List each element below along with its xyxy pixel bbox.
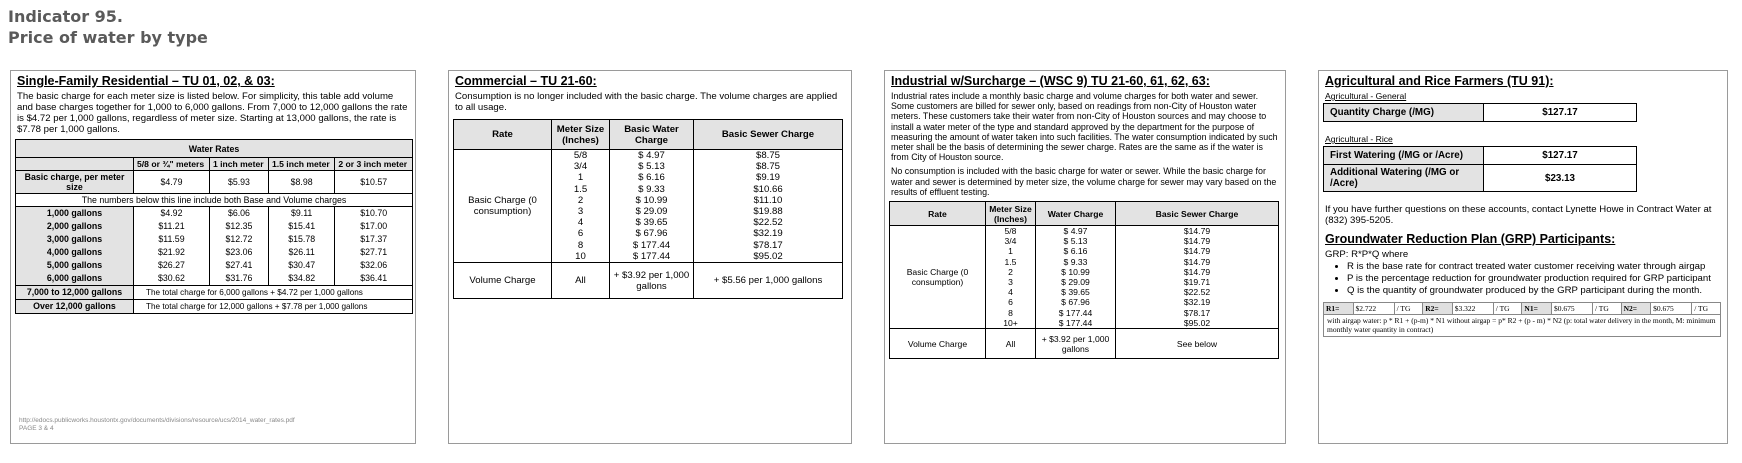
volume-charge-label: Volume Charge	[454, 263, 552, 299]
meter-size: 3	[986, 277, 1036, 287]
indicator-number: Indicator 95.	[8, 7, 124, 26]
indicator-title: Price of water by type	[8, 28, 208, 47]
rate-value: $17.00	[335, 220, 413, 233]
col-sewer-charge: Basic Sewer Charge	[1116, 202, 1279, 226]
gallons-range-text: The total charge for 12,000 gallons + $7.78 per 1,000 gallons	[134, 300, 413, 314]
commercial-table	[453, 119, 843, 299]
residential-panel	[10, 70, 416, 444]
col-rate: Rate	[890, 202, 986, 226]
sewer-charge: $22.52	[1116, 287, 1279, 297]
water-charge: $ 39.65	[1036, 287, 1116, 297]
gallons-label: 2,000 gallons	[16, 220, 134, 233]
sewer-charge: $95.02	[694, 251, 843, 263]
col-58-meter: 5/8 or ¾" meters	[134, 158, 210, 171]
rate-value: $17.37	[335, 233, 413, 246]
rate-value: $11.59	[134, 233, 210, 246]
sewer-charge: $78.17	[1116, 308, 1279, 318]
grp-rate-label: R2=	[1423, 303, 1453, 315]
water-charge: $ 5.13	[610, 161, 694, 172]
table-row	[16, 207, 413, 221]
water-charge: $ 9.33	[1036, 257, 1116, 267]
commercial-title: Commercial – TU 21-60:	[455, 74, 597, 88]
sewer-charge: $78.17	[694, 240, 843, 251]
basic-charge-label: Basic charge, per meter size	[16, 171, 134, 194]
source-citation	[19, 417, 295, 433]
grp-bullet: • R is the base rate for contract treated water customer receiving water through airgap	[1347, 261, 1719, 272]
quantity-charge-value: $127.17	[1484, 104, 1637, 122]
col-meter-size: Meter Size (Inches)	[986, 202, 1036, 226]
water-charge: $ 29.09	[610, 206, 694, 217]
rate-value: $26.27	[134, 259, 210, 272]
grp-rate-value: $0.675	[1651, 303, 1692, 315]
residential-description: The basic charge for each meter size is listed below. For simplicity, this table add volume and base charges together for 1,000 to 6,000 gallons. From 7,000 to 12,000 gallons the rate is $4.72 per 1,000 gallons, regardless of meter size. Starting at 13,000 gallons, the rate is $7.78 per 1,000 gallons.	[17, 91, 408, 135]
meter-size: 1	[986, 246, 1036, 256]
sewer-charge: $14.79	[1116, 246, 1279, 256]
meter-size: 8	[986, 308, 1036, 318]
meter-size: 2	[552, 195, 610, 206]
volume-water-charge: + $3.92 per 1,000 gallons	[610, 263, 694, 299]
volume-charge-label: Volume Charge	[890, 329, 986, 359]
grp-rate-value: $0.675	[1551, 303, 1592, 315]
water-charge: $ 4.97	[1036, 226, 1116, 237]
agricultural-title: Agricultural and Rice Farmers (TU 91):	[1325, 74, 1554, 88]
commercial-description: Consumption is no longer included with the basic charge. The volume charges are applied to all usage.	[455, 91, 838, 113]
grp-rate-label: N2=	[1621, 303, 1651, 315]
sewer-charge: $19.88	[694, 206, 843, 217]
rate-value: $12.72	[209, 233, 268, 246]
table-row	[16, 300, 413, 314]
rate-value: $9.11	[268, 207, 334, 221]
water-charge: $ 10.99	[610, 195, 694, 206]
volume-meter-all: All	[986, 329, 1036, 359]
first-watering-label: First Watering (/MG or /Acre)	[1324, 147, 1484, 165]
sewer-charge: $8.75	[694, 150, 843, 162]
rate-value: $11.21	[134, 220, 210, 233]
water-charge: $ 5.13	[1036, 236, 1116, 246]
col-water-charge: Water Charge	[1036, 202, 1116, 226]
rate-value: $15.41	[268, 220, 334, 233]
table-row	[890, 226, 1279, 237]
meter-size: 3/4	[552, 161, 610, 172]
volume-sewer-charge: See below	[1116, 329, 1279, 359]
col-15in-meter: 1.5 inch meter	[268, 158, 334, 171]
rate-value: $12.35	[209, 220, 268, 233]
meter-size: 6	[986, 297, 1036, 307]
meter-size: 1.5	[986, 257, 1036, 267]
rate-value: $23.06	[209, 246, 268, 259]
volume-water-charge: + $3.92 per 1,000 gallons	[1036, 329, 1116, 359]
agri-rice-label: Agricultural - Rice	[1325, 134, 1393, 144]
table-row	[16, 220, 413, 233]
gallons-label: 3,000 gallons	[16, 233, 134, 246]
grp-title: Groundwater Reduction Plan (GRP) Participants:	[1325, 232, 1616, 246]
grp-bullet: • Q is the quantity of groundwater produced by the GRP participant during the month.	[1347, 285, 1719, 296]
agri-general-table	[1323, 103, 1637, 122]
grp-rate-value: / TG	[1692, 303, 1721, 315]
meter-size: 5/8	[552, 150, 610, 162]
sewer-charge: $14.79	[1116, 267, 1279, 277]
sewer-charge: $19.71	[1116, 277, 1279, 287]
basic-charge-value: $4.79	[134, 171, 210, 194]
rate-value: $21.92	[134, 246, 210, 259]
table-row	[16, 286, 413, 300]
sewer-charge: $11.10	[694, 195, 843, 206]
sewer-charge: $95.02	[1116, 318, 1279, 329]
gallons-range-text: The total charge for 6,000 gallons + $4.72 per 1,000 gallons	[134, 286, 413, 300]
volume-sewer-charge: + $5.56 per 1,000 gallons	[694, 263, 843, 299]
industrial-table	[889, 201, 1279, 359]
rate-value: $27.71	[335, 246, 413, 259]
volume-note: The numbers below this line include both Base and Volume charges	[16, 194, 413, 207]
meter-size: 10+	[986, 318, 1036, 329]
grp-rate-value: $3.322	[1452, 303, 1493, 315]
rate-value: $36.41	[335, 272, 413, 286]
gallons-range-label: Over 12,000 gallons	[16, 300, 134, 314]
rate-value: $10.70	[335, 207, 413, 221]
meter-size: 8	[552, 240, 610, 251]
col-1in-meter: 1 inch meter	[209, 158, 268, 171]
rate-value: $27.41	[209, 259, 268, 272]
water-charge: $ 29.09	[1036, 277, 1116, 287]
water-charge: $ 67.96	[1036, 297, 1116, 307]
rate-value: $4.92	[134, 207, 210, 221]
meter-size: 1	[552, 172, 610, 183]
meter-size: 4	[986, 287, 1036, 297]
rate-value: $30.62	[134, 272, 210, 286]
rate-value: $30.47	[268, 259, 334, 272]
agri-rice-table	[1323, 146, 1637, 192]
water-charge: $ 177.44	[610, 240, 694, 251]
grp-definitions	[1347, 261, 1719, 296]
col-meter-size: Meter Size (Inches)	[552, 120, 610, 150]
gallons-range-label: 7,000 to 12,000 gallons	[16, 286, 134, 300]
quantity-charge-label: Quantity Charge (/MG)	[1324, 104, 1484, 122]
source-url[interactable]: http://edocs.publicworks.houstontx.gov/documents/divisions/resource/ucs/2014_water_rates.pdf	[19, 417, 295, 424]
residential-rates-table	[15, 139, 413, 314]
sewer-charge: $10.66	[694, 184, 843, 195]
grp-rate-label: N1=	[1522, 303, 1552, 315]
water-charge: $ 177.44	[610, 251, 694, 263]
col-2-3in-meter: 2 or 3 inch meter	[335, 158, 413, 171]
basic-charge-label: Basic Charge (0 consumption)	[454, 150, 552, 263]
rate-value: $6.06	[209, 207, 268, 221]
table-row	[16, 233, 413, 246]
col-sewer-charge: Basic Sewer Charge	[694, 120, 843, 150]
first-watering-value: $127.17	[1484, 147, 1637, 165]
rate-value: $26.11	[268, 246, 334, 259]
sewer-charge: $14.79	[1116, 236, 1279, 246]
additional-watering-label: Additional Watering (/MG or /Acre)	[1324, 165, 1484, 192]
source-pages: PAGE 3 & 4	[19, 425, 54, 432]
rate-value: $34.82	[268, 272, 334, 286]
agri-general-label: Agricultural - General	[1325, 91, 1407, 101]
grp-rate-label: R1=	[1324, 303, 1354, 315]
grp-formula-note: with airgap water: p * R1 + (p-m) * N1 without airgap = p* R2 + (p - m) * N2 (p: total water delivery in the month, M: minimum monthly water quantity in contract)	[1324, 315, 1721, 337]
meter-size: 1.5	[552, 184, 610, 195]
water-charge: $ 9.33	[610, 184, 694, 195]
header-blank	[16, 158, 134, 171]
meter-size: 4	[552, 217, 610, 228]
gallons-label: 4,000 gallons	[16, 246, 134, 259]
table-row	[454, 150, 843, 162]
grp-rate-value: / TG	[1592, 303, 1621, 315]
sewer-charge: $14.79	[1116, 226, 1279, 237]
volume-meter-all: All	[552, 263, 610, 299]
gallons-label: 6,000 gallons	[16, 272, 134, 286]
water-rates-title: Water Rates	[16, 140, 413, 158]
grp-rate-table	[1323, 302, 1721, 337]
water-charge: $ 177.44	[1036, 318, 1116, 329]
water-charge: $ 177.44	[1036, 308, 1116, 318]
rate-value: $15.78	[268, 233, 334, 246]
grp-rate-value: / TG	[1493, 303, 1522, 315]
industrial-description: Industrial rates include a monthly basic charge and volume charges for both water and sewer. Some customers are billed for sewer only, based on readings from non-City of Houston water meters. These customers take their water from non-City of Houston sources and may choose to install a water meter of the type and standard approved by the department for the purpose of measuring the amount of water taken into such facilities. The water consumption indicated by such meter shall be the basis of determining the sewer charge. Rates are the same as if the water is from City of Houston source.	[891, 91, 1278, 163]
grp-rate-value: / TG	[1394, 303, 1423, 315]
table-row	[16, 246, 413, 259]
industrial-consumption-note: No consumption is included with the basic charge for water or sewer. While the basic charge for water and sewer is determined by meter size, the volume charge for sewer may vary based on the results of effluent testing.	[891, 166, 1277, 197]
agricultural-panel	[1318, 70, 1728, 444]
sewer-charge: $14.79	[1116, 257, 1279, 267]
grp-bullet: • P is the percentage reduction for groundwater production required for GRP participant	[1347, 273, 1719, 284]
industrial-panel	[884, 70, 1286, 444]
meter-size: 3	[552, 206, 610, 217]
page-header	[8, 6, 208, 48]
basic-charge-label: Basic Charge (0 consumption)	[890, 226, 986, 329]
meter-size: 2	[986, 267, 1036, 277]
col-rate: Rate	[454, 120, 552, 150]
contact-note: If you have further questions on these accounts, contact Lynette Howe in Contract Water at (832) 395-5205.	[1325, 204, 1712, 226]
water-charge: $ 6.16	[610, 172, 694, 183]
table-row	[16, 259, 413, 272]
residential-title: Single-Family Residential – TU 01, 02, & 03:	[17, 74, 275, 88]
sewer-charge: $32.19	[1116, 297, 1279, 307]
grp-rate-value: $2.722	[1353, 303, 1394, 315]
gallons-label: 5,000 gallons	[16, 259, 134, 272]
meter-size: 3/4	[986, 236, 1036, 246]
sewer-charge: $8.75	[694, 161, 843, 172]
rate-value: $32.06	[335, 259, 413, 272]
rate-value: $31.76	[209, 272, 268, 286]
sewer-charge: $22.52	[694, 217, 843, 228]
sewer-charge: $32.19	[694, 228, 843, 239]
grp-formula: GRP: R*P*Q where	[1325, 249, 1409, 260]
additional-watering-value: $23.13	[1484, 165, 1637, 192]
meter-size: 5/8	[986, 226, 1036, 237]
meter-size: 10	[552, 251, 610, 263]
sewer-charge: $9.19	[694, 172, 843, 183]
water-charge: $ 6.16	[1036, 246, 1116, 256]
water-charge: $ 67.96	[610, 228, 694, 239]
water-charge: $ 4.97	[610, 150, 694, 162]
basic-charge-value: $8.98	[268, 171, 334, 194]
commercial-panel	[448, 70, 852, 444]
col-water-charge: Basic Water Charge	[610, 120, 694, 150]
basic-charge-value: $5.93	[209, 171, 268, 194]
basic-charge-value: $10.57	[335, 171, 413, 194]
water-charge: $ 39.65	[610, 217, 694, 228]
meter-size: 6	[552, 228, 610, 239]
industrial-title: Industrial w/Surcharge – (WSC 9) TU 21-60, 61, 62, 63:	[891, 74, 1210, 88]
water-charge: $ 10.99	[1036, 267, 1116, 277]
table-row	[16, 272, 413, 286]
gallons-label: 1,000 gallons	[16, 207, 134, 221]
